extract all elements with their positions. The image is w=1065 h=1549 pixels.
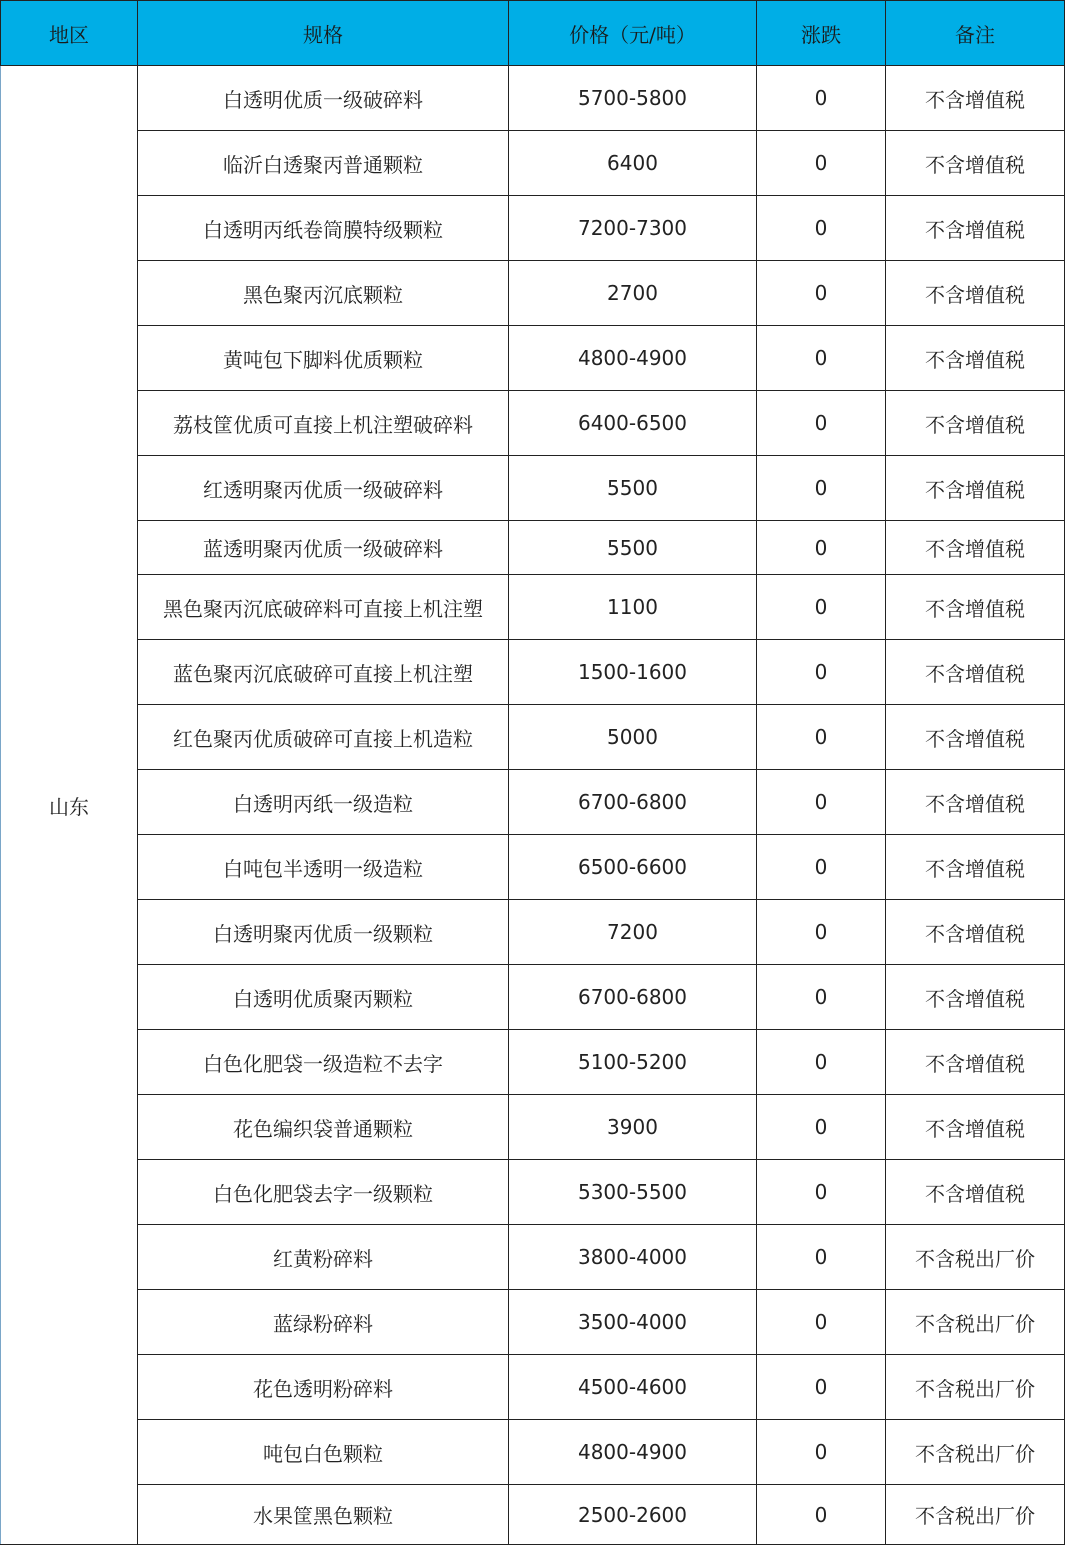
price-cell: 7200: [509, 900, 757, 965]
change-cell: 0: [757, 456, 886, 521]
spec-cell: 红透明聚丙优质一级破碎料: [138, 456, 509, 521]
change-cell: 0: [757, 770, 886, 835]
note-cell: 不含税出厂价: [886, 1485, 1065, 1545]
change-cell: 0: [757, 196, 886, 261]
spec-cell: 红色聚丙优质破碎可直接上机造粒: [138, 705, 509, 770]
spec-cell: 蓝色聚丙沉底破碎可直接上机注塑: [138, 640, 509, 705]
change-cell: 0: [757, 326, 886, 391]
change-cell: 0: [757, 521, 886, 575]
header-spec: 规格: [138, 1, 509, 66]
note-cell: 不含增值税: [886, 66, 1065, 131]
change-cell: 0: [757, 1355, 886, 1420]
price-cell: 6500-6600: [509, 835, 757, 900]
table-row: [1, 66, 1065, 131]
table-row: [1, 770, 1065, 835]
price-cell: 6400: [509, 131, 757, 196]
change-cell: 0: [757, 965, 886, 1030]
table-row: [1, 1095, 1065, 1160]
note-cell: 不含增值税: [886, 326, 1065, 391]
table-row: [1, 1355, 1065, 1420]
change-cell: 0: [757, 1160, 886, 1225]
table-row: [1, 640, 1065, 705]
note-cell: 不含增值税: [886, 640, 1065, 705]
change-cell: 0: [757, 835, 886, 900]
spec-cell: 白色化肥袋去字一级颗粒: [138, 1160, 509, 1225]
price-cell: 2500-2600: [509, 1485, 757, 1545]
table-row: [1, 1420, 1065, 1485]
spec-cell: 临沂白透聚丙普通颗粒: [138, 131, 509, 196]
price-cell: 6400-6500: [509, 391, 757, 456]
spec-cell: 白透明聚丙优质一级颗粒: [138, 900, 509, 965]
header-region: 地区: [1, 1, 138, 66]
spec-cell: 白色化肥袋一级造粒不去字: [138, 1030, 509, 1095]
price-cell: 7200-7300: [509, 196, 757, 261]
table-row: [1, 521, 1065, 575]
change-cell: 0: [757, 1290, 886, 1355]
note-cell: 不含税出厂价: [886, 1420, 1065, 1485]
change-cell: 0: [757, 1420, 886, 1485]
price-cell: 5100-5200: [509, 1030, 757, 1095]
price-cell: 1500-1600: [509, 640, 757, 705]
spec-cell: 白透明丙纸卷筒膜特级颗粒: [138, 196, 509, 261]
spec-cell: 白透明丙纸一级造粒: [138, 770, 509, 835]
spec-cell: 白透明优质聚丙颗粒: [138, 965, 509, 1030]
spec-cell: 花色透明粉碎料: [138, 1355, 509, 1420]
change-cell: 0: [757, 640, 886, 705]
price-cell: 5700-5800: [509, 66, 757, 131]
note-cell: 不含增值税: [886, 1030, 1065, 1095]
price-cell: 5000: [509, 705, 757, 770]
price-cell: 5300-5500: [509, 1160, 757, 1225]
price-cell: 1100: [509, 575, 757, 640]
table-row: [1, 391, 1065, 456]
table-row: [1, 196, 1065, 261]
spec-cell: 水果筐黑色颗粒: [138, 1485, 509, 1545]
table-row: [1, 261, 1065, 326]
change-cell: 0: [757, 66, 886, 131]
note-cell: 不含增值税: [886, 1095, 1065, 1160]
table-row: [1, 575, 1065, 640]
note-cell: 不含增值税: [886, 575, 1065, 640]
table-row: [1, 900, 1065, 965]
note-cell: 不含增值税: [886, 196, 1065, 261]
note-cell: 不含税出厂价: [886, 1290, 1065, 1355]
table-row: [1, 1030, 1065, 1095]
note-cell: 不含增值税: [886, 261, 1065, 326]
note-cell: 不含税出厂价: [886, 1355, 1065, 1420]
table-row: [1, 705, 1065, 770]
note-cell: 不含增值税: [886, 900, 1065, 965]
price-cell: 4500-4600: [509, 1355, 757, 1420]
spec-cell: 白吨包半透明一级造粒: [138, 835, 509, 900]
change-cell: 0: [757, 1095, 886, 1160]
spec-cell: 黄吨包下脚料优质颗粒: [138, 326, 509, 391]
header-change: 涨跌: [757, 1, 886, 66]
spec-cell: 白透明优质一级破碎料: [138, 66, 509, 131]
spec-cell: 红黄粉碎料: [138, 1225, 509, 1290]
table-row: [1, 1290, 1065, 1355]
price-cell: 3800-4000: [509, 1225, 757, 1290]
note-cell: 不含增值税: [886, 770, 1065, 835]
spec-cell: 黑色聚丙沉底颗粒: [138, 261, 509, 326]
spec-cell: 荔枝筐优质可直接上机注塑破碎料: [138, 391, 509, 456]
change-cell: 0: [757, 131, 886, 196]
spec-cell: 花色编织袋普通颗粒: [138, 1095, 509, 1160]
table-row: [1, 835, 1065, 900]
change-cell: 0: [757, 705, 886, 770]
note-cell: 不含增值税: [886, 1160, 1065, 1225]
table-row: [1, 131, 1065, 196]
table-row: [1, 1160, 1065, 1225]
header-row: [1, 1, 1065, 66]
header-price: 价格（元/吨）: [509, 1, 757, 66]
change-cell: 0: [757, 900, 886, 965]
change-cell: 0: [757, 1030, 886, 1095]
note-cell: 不含增值税: [886, 521, 1065, 575]
note-cell: 不含税出厂价: [886, 1225, 1065, 1290]
spec-cell: 黑色聚丙沉底破碎料可直接上机注塑: [138, 575, 509, 640]
change-cell: 0: [757, 1485, 886, 1545]
price-cell: 2700: [509, 261, 757, 326]
note-cell: 不含增值税: [886, 391, 1065, 456]
table-row: [1, 456, 1065, 521]
change-cell: 0: [757, 261, 886, 326]
price-cell: 3900: [509, 1095, 757, 1160]
price-cell: 3500-4000: [509, 1290, 757, 1355]
spec-cell: 蓝绿粉碎料: [138, 1290, 509, 1355]
price-cell: 5500: [509, 521, 757, 575]
change-cell: 0: [757, 575, 886, 640]
price-cell: 6700-6800: [509, 965, 757, 1030]
header-note: 备注: [886, 1, 1065, 66]
table-row: [1, 326, 1065, 391]
price-cell: 4800-4900: [509, 326, 757, 391]
table-row: [1, 965, 1065, 1030]
table-row: [1, 1225, 1065, 1290]
note-cell: 不含增值税: [886, 456, 1065, 521]
note-cell: 不含增值税: [886, 131, 1065, 196]
spec-cell: 吨包白色颗粒: [138, 1420, 509, 1485]
region-cell: 山东: [1, 66, 138, 1545]
table-row: [1, 1485, 1065, 1545]
note-cell: 不含增值税: [886, 705, 1065, 770]
price-cell: 5500: [509, 456, 757, 521]
note-cell: 不含增值税: [886, 835, 1065, 900]
change-cell: 0: [757, 391, 886, 456]
price-cell: 6700-6800: [509, 770, 757, 835]
change-cell: 0: [757, 1225, 886, 1290]
note-cell: 不含增值税: [886, 965, 1065, 1030]
spec-cell: 蓝透明聚丙优质一级破碎料: [138, 521, 509, 575]
price-cell: 4800-4900: [509, 1420, 757, 1485]
